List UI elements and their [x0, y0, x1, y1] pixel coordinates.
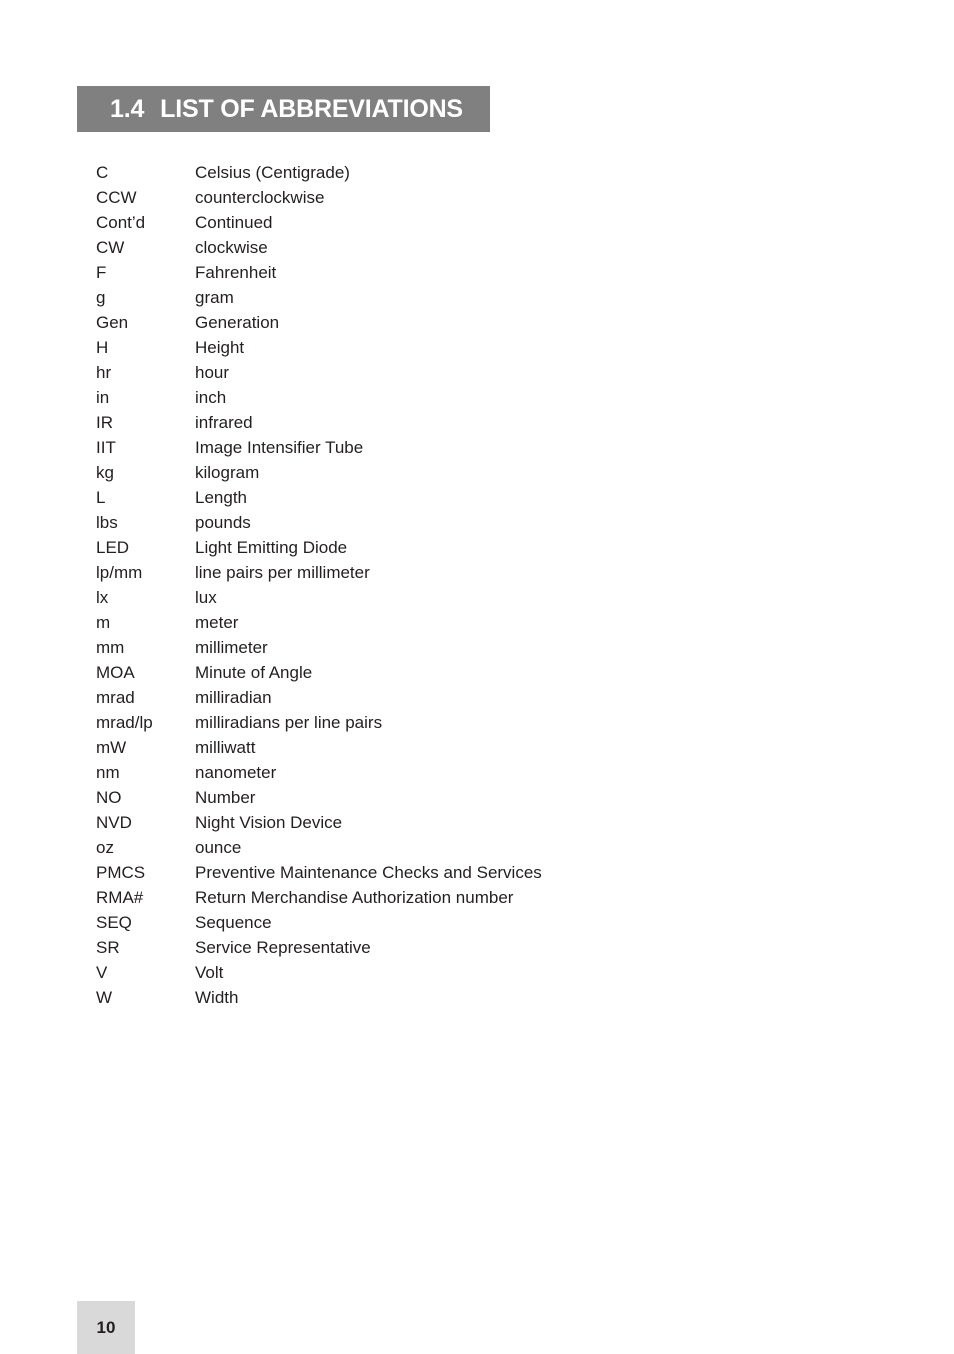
- abbreviation-definition: Preventive Maintenance Checks and Services: [195, 863, 542, 882]
- abbreviation-term: Cont’d: [96, 213, 146, 232]
- abbreviation-definition: Generation: [195, 313, 280, 332]
- abbreviation-row: [96, 335, 542, 360]
- abbreviation-term: hr: [96, 363, 112, 382]
- abbreviation-definition: Width: [195, 988, 239, 1007]
- abbreviation-row: [96, 535, 542, 560]
- abbreviation-definition: Sequence: [195, 913, 272, 932]
- abbreviation-row: [96, 785, 542, 810]
- abbreviation-definition: Height: [195, 338, 245, 357]
- abbreviation-definition: milliradians per line pairs: [195, 713, 383, 732]
- abbreviation-definition: Minute of Angle: [195, 663, 313, 682]
- abbreviation-term: W: [96, 988, 113, 1007]
- abbreviation-row: [96, 835, 542, 860]
- abbreviation-definition: gram: [195, 288, 234, 307]
- abbreviation-row: [96, 760, 542, 785]
- abbreviation-row: [96, 960, 542, 985]
- abbreviation-row: [96, 160, 542, 185]
- abbreviation-term: lx: [96, 588, 109, 607]
- abbreviation-term: mrad: [96, 688, 135, 707]
- abbreviation-term: PMCS: [96, 863, 146, 882]
- abbreviation-term: MOA: [96, 663, 135, 682]
- abbreviation-row: [96, 310, 542, 335]
- abbreviation-term: L: [96, 488, 106, 507]
- abbreviation-row: [96, 385, 542, 410]
- abbreviation-definition: kilogram: [195, 463, 260, 482]
- abbreviation-definition: milliwatt: [195, 738, 256, 757]
- abbreviation-row: [96, 610, 542, 635]
- abbreviation-term: m: [96, 613, 111, 632]
- abbreviation-term: NVD: [96, 813, 132, 832]
- abbreviation-term: C: [96, 163, 109, 182]
- abbreviation-row: [96, 485, 542, 510]
- abbreviation-definition: Image Intensifier Tube: [195, 438, 364, 457]
- abbreviation-definition: clockwise: [195, 238, 268, 257]
- abbreviation-definition: lux: [195, 588, 217, 607]
- abbreviation-row: [96, 710, 542, 735]
- abbreviation-row: [96, 885, 542, 910]
- abbreviation-term: IIT: [96, 438, 116, 457]
- abbreviation-row: [96, 985, 542, 1010]
- abbreviation-term: SEQ: [96, 913, 132, 932]
- abbreviation-definition: infrared: [195, 413, 253, 432]
- abbreviation-row: [96, 410, 542, 435]
- abbreviation-definition: Service Representative: [195, 938, 371, 957]
- abbreviation-definition: Night Vision Device: [195, 813, 343, 832]
- abbreviation-term: lp/mm: [96, 563, 143, 582]
- abbreviation-row: [96, 460, 542, 485]
- abbreviation-definition: Continued: [195, 213, 273, 232]
- abbreviation-row: [96, 435, 542, 460]
- abbreviation-row: [96, 935, 542, 960]
- abbreviation-term: IR: [96, 413, 113, 432]
- abbreviation-row: [96, 360, 542, 385]
- abbreviation-term: mm: [96, 638, 125, 657]
- abbreviation-definition: milliradian: [195, 688, 272, 707]
- abbreviation-term: RMA#: [96, 888, 144, 907]
- abbreviation-row: [96, 585, 542, 610]
- abbreviation-row: [96, 210, 542, 235]
- abbreviation-term: CW: [96, 238, 125, 257]
- abbreviation-row: [96, 735, 542, 760]
- abbreviation-list: [96, 160, 542, 1010]
- abbreviation-row: [96, 510, 542, 535]
- section-number: 1.4: [110, 94, 145, 123]
- abbreviation-term: oz: [96, 838, 114, 857]
- abbreviation-row: [96, 560, 542, 585]
- abbreviation-definition: inch: [195, 388, 227, 407]
- abbreviation-row: [96, 860, 542, 885]
- abbreviation-term: mrad/lp: [96, 713, 153, 732]
- abbreviation-term: SR: [96, 938, 120, 957]
- abbreviation-definition: ounce: [195, 838, 242, 857]
- abbreviation-definition: hour: [195, 363, 230, 382]
- abbreviation-term: CCW: [96, 188, 137, 207]
- abbreviation-row: [96, 260, 542, 285]
- abbreviation-term: lbs: [96, 513, 118, 532]
- page-number: 10: [77, 1301, 135, 1354]
- abbreviation-row: [96, 910, 542, 935]
- abbreviation-term: in: [96, 388, 110, 407]
- abbreviation-definition: Volt: [195, 963, 224, 982]
- abbreviation-definition: nanometer: [195, 763, 277, 782]
- abbreviation-definition: counterclockwise: [195, 188, 325, 207]
- abbreviation-definition: Return Merchandise Authorization number: [195, 888, 514, 907]
- abbreviation-term: H: [96, 338, 109, 357]
- abbreviation-row: [96, 285, 542, 310]
- abbreviation-term: F: [96, 263, 107, 282]
- abbreviation-row: [96, 660, 542, 685]
- abbreviation-definition: Length: [195, 488, 247, 507]
- abbreviation-row: [96, 810, 542, 835]
- abbreviation-definition: Celsius (Centigrade): [195, 163, 350, 182]
- abbreviation-row: [96, 185, 542, 210]
- abbreviation-definition: line pairs per millimeter: [195, 563, 370, 582]
- abbreviation-definition: Light Emitting Diode: [195, 538, 348, 557]
- abbreviation-definition: meter: [195, 613, 239, 632]
- section-title: LIST OF ABBREVIATIONS: [160, 94, 463, 123]
- abbreviation-term: g: [96, 288, 106, 307]
- abbreviation-term: LED: [96, 538, 130, 557]
- abbreviation-definition: millimeter: [195, 638, 268, 657]
- abbreviation-term: V: [96, 963, 108, 982]
- abbreviation-row: [96, 685, 542, 710]
- abbreviation-row: [96, 635, 542, 660]
- abbreviation-term: kg: [96, 463, 114, 482]
- abbreviation-term: mW: [96, 738, 127, 757]
- abbreviation-definition: Fahrenheit: [195, 263, 277, 282]
- abbreviation-definition: pounds: [195, 513, 251, 532]
- abbreviation-term: Gen: [96, 313, 129, 332]
- abbreviation-term: NO: [96, 788, 122, 807]
- abbreviation-definition: Number: [195, 788, 256, 807]
- abbreviation-term: nm: [96, 763, 120, 782]
- section-header: [77, 86, 490, 132]
- abbreviation-row: [96, 235, 542, 260]
